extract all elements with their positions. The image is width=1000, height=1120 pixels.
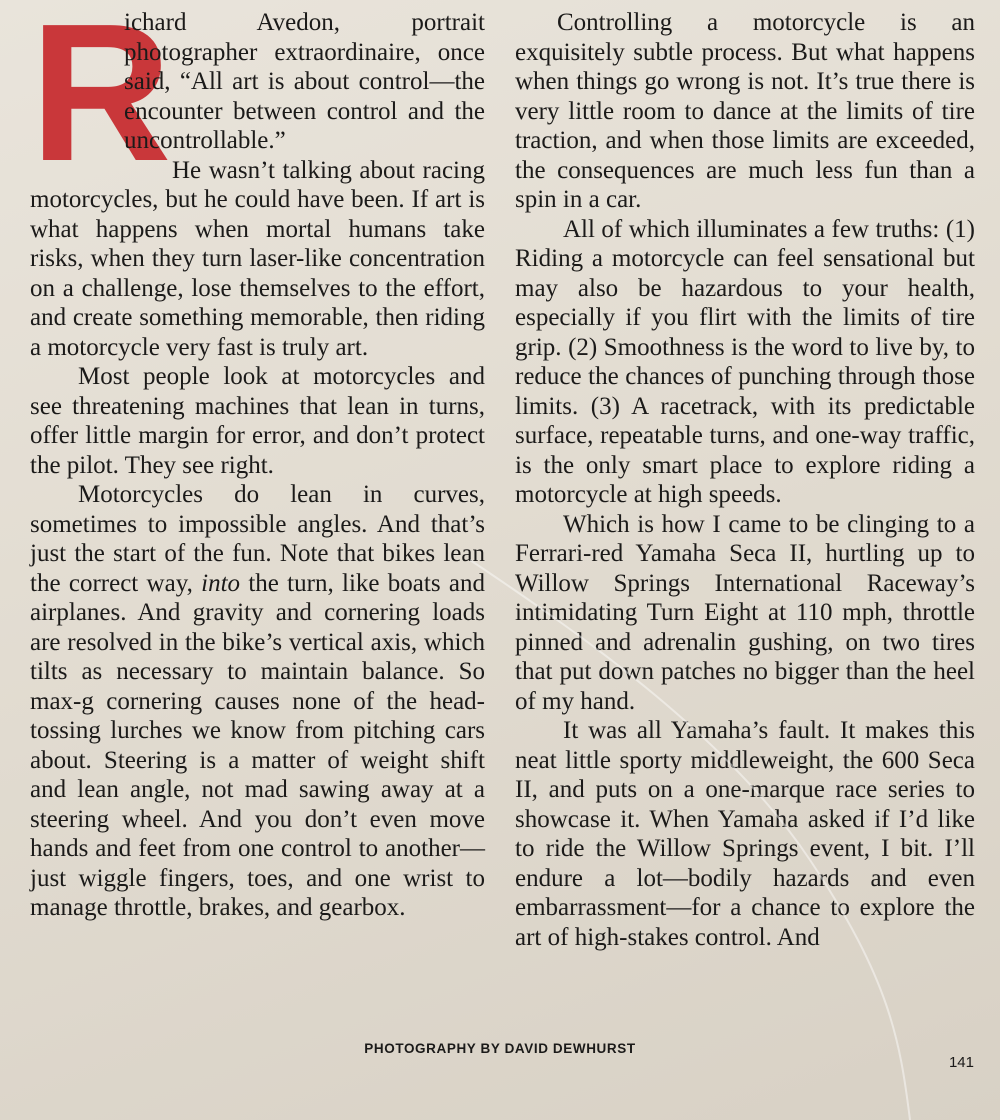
paragraph-6: All of which illuminates a few truths: (1) Riding a motorcycle can feel sensational but may also be hazardous to your health, especially if you flirt with the limits of tire grip. (2) Smoothness is the word to live by, to reduce the chances of punching through those limits. (3) A racetrack, with its predictable surface, repeatable turns, and one-way traffic, is the only smart place to explore riding a motorcycle at high speeds. [515, 215, 975, 508]
paragraph-5: Controlling a motorcycle is an exquisitely subtle process. But what happens when things go wrong is not. It’s true there is very little room to dance at the limits of tire traction, and when those limits are exceeded, the consequences are much less fun than a spin in a car. [515, 9, 975, 213]
paragraph-4-text-a: Motorcycles do lean in curves, sometimes to impossible angles. And that’s just the start of the fun. Note that bikes lean the correct way, [30, 481, 485, 597]
right-column [515, 8, 975, 952]
paragraph-1 [30, 0, 485, 202]
paragraph-4-italic: into [201, 569, 241, 597]
paragraph-2: He wasn’t talking about racing motorcycles, but he could have been. If art is what happens when mortal humans take risks, when they turn laser-like concentration on a challenge, lose themselves to the effort, and create something memorable, then riding a motorcycle very fast is truly art. [30, 156, 485, 361]
paragraph-8: It was all Yamaha’s fault. It makes this neat little sporty middleweight, the 600 Seca II, and puts on a one-marque race series to showcase it. When Yamaha asked if I’d like to ride the Willow Springs event, I bit. I’ll endure a lot—bodily hazards and even embarrassment—for a chance to explore the art of high-stakes control. And [515, 717, 975, 951]
paragraph-4 [30, 480, 485, 923]
paragraph-7: Which is how I came to be clinging to a Ferrari-red Yamaha Seca II, hurtling up to Willow Springs International Raceway’s intimidating Turn Eight at 110 mph, throttle pinned and adrenalin gushing, on two tires that put down patches no bigger than the heel of my hand. [515, 510, 975, 715]
paragraph-3: Most people look at motorcycles and see threatening machines that lean in turns, offer little margin for error, and don’t protect the pilot. They see right. [30, 363, 485, 479]
left-column [30, 0, 485, 923]
page-number: 141 [948, 1054, 974, 1071]
paragraph-4-text-b: the turn, like boats and airplanes. And gravity and cornering loads are resolved in the bike’s vertical axis, which tilts as necessary to maintain balance. So max-g cornering causes none of the head-tossing lurches we know from pitching cars about. Steering is a matter of weight shift and lean angle, not mad sawing away at a steering wheel. And you don’t even move hands and feet from one control to another—just wiggle fingers, toes, and one wrist to manage throttle, brakes, and gearbox. [30, 569, 485, 921]
drop-cap: R [30, 0, 172, 202]
paragraph-1-text: ichard Avedon, portrait photographer extraordinaire, once said, “All art is about control—the encounter between control and the uncontrollable.” [124, 9, 485, 154]
photo-credit: PHOTOGRAPHY BY DAVID DEWHURST [364, 1041, 636, 1056]
